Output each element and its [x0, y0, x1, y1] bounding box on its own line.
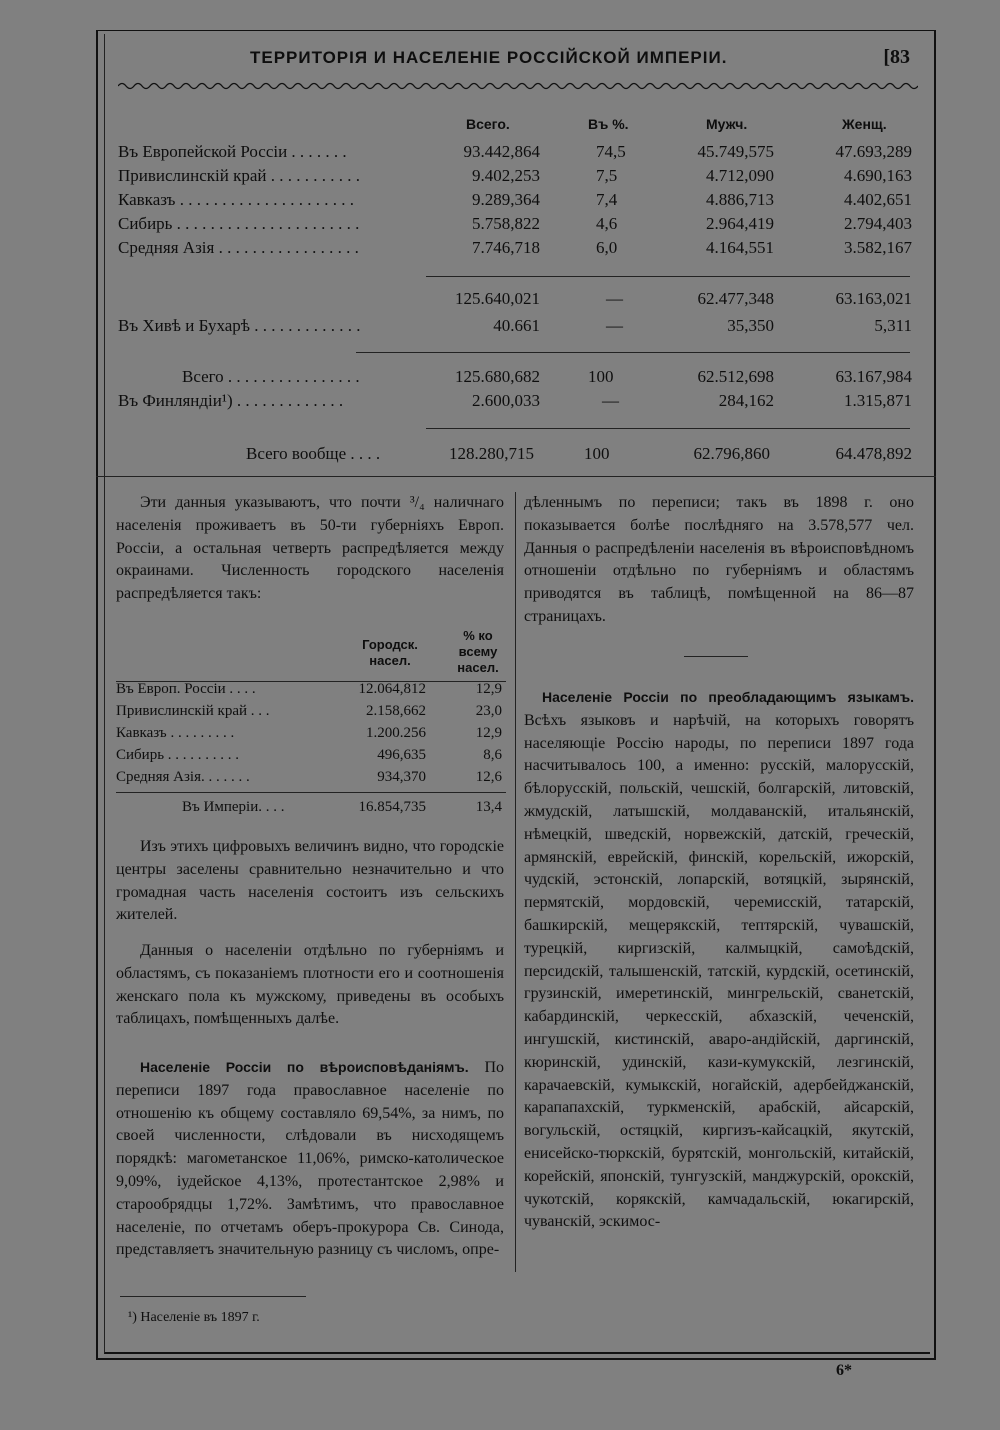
table-bottom-rule — [96, 476, 936, 477]
urban-row-num: 496,635 — [377, 747, 426, 763]
row-male: 4.164,551 — [706, 238, 774, 257]
grand-pct: 100 — [584, 444, 610, 463]
religion-heading: Населеніе Россіи по вѣроисповѣданіямъ. — [140, 1059, 469, 1075]
row-male: 45.749,575 — [697, 142, 774, 161]
urban-row-num: 934,370 — [377, 769, 426, 785]
finland-male: 284,162 — [718, 391, 774, 410]
row-pct: 4,6 — [596, 214, 618, 233]
left-paragraph-3: Данныя о населеніи отдѣльно по губерніямъ и областямъ, съ показаніемъ плотности его и соотношенія женскаго пола къ мужскому, приведены въ особыхъ таблицахъ, помѣщенныхъ далѣе. — [116, 942, 504, 1028]
khiva-pct: — — [606, 316, 623, 335]
row-label: Средняя Азія . . . . . . . . . . . . . . . . . — [118, 238, 359, 257]
subtotal-rule — [426, 276, 910, 277]
finland-pct: — — [602, 391, 619, 410]
section-divider — [684, 656, 748, 657]
khiva-male: 35,350 — [727, 316, 774, 335]
urban-row-pct: 12,9 — [475, 725, 502, 741]
row-label: Сибирь . . . . . . . . . . . . . . . . . . . . . . — [118, 214, 360, 233]
row-pct: 7,5 — [596, 166, 618, 185]
vsego-label: Всего . . . . . . . . . . . . . . . . — [182, 367, 360, 386]
row-female: 2.794,403 — [844, 214, 912, 233]
row-pct: 74,5 — [596, 142, 626, 161]
grand-total: 128.280,715 — [449, 444, 534, 463]
signature-mark: 6* — [836, 1362, 852, 1379]
urban-row-pct: 12,6 — [475, 769, 502, 785]
urban-row-num: 12.064,812 — [358, 681, 426, 697]
left-paragraph-2: Изъ этихъ цифровыхъ величинъ видно, что городскіе центры заселены сравнительно незначительно и что громадная часть населенія состоитъ изъ сельскихъ жителей. — [116, 838, 504, 924]
languages-heading: Населеніе Россіи по преобладающимъ языкамъ. — [542, 689, 914, 705]
footnote-rule — [120, 1296, 306, 1297]
row-total: 5.758,822 — [472, 214, 540, 233]
grand-female: 64.478,892 — [835, 444, 912, 463]
religion-text: По переписи 1897 года православное населеніе по отношенію къ общему составляло 69,54%, за нимъ, по своей численности, слѣдовали въ нисходящемъ порядкѣ: магометанское 11,06%, римско-католическое 9,09%, іудейское 4,13%, протестантское 2,98% и старообрядцы 1,72%. Замѣтимъ, что православное населеніе, по отчетамъ оберъ-прокурора Св. Синода, представляетъ значительную разницу съ числомъ, опре- — [116, 1059, 505, 1259]
urban-row-pct: 23,0 — [475, 703, 502, 719]
subtotal-female: 63.163,021 — [835, 289, 912, 308]
row-female: 4.402,651 — [844, 190, 912, 209]
row-label: Кавказъ . . . . . . . . . . . . . . . . . . . . . — [118, 190, 354, 209]
right-paragraph-2 — [524, 686, 914, 1234]
urban-row-num: 2.158,662 — [366, 703, 426, 719]
left-paragraph-1: Эти данныя указываютъ, что почти ³/₄ наличнаго населенія проживаетъ въ 50-ти губерніяхъ Европ. Россіи, а остальная четверть распредѣляется между окраинами. Численность городского населенія распредѣляется такъ: — [116, 494, 504, 603]
vsego-total: 125.680,682 — [455, 367, 540, 386]
vsego-pct: 100 — [588, 367, 614, 386]
row-male: 2.964,419 — [706, 214, 774, 233]
finland-total: 2.600,033 — [472, 391, 540, 410]
grand-total-rule — [426, 428, 910, 429]
urban-row-pct: 12,9 — [475, 681, 502, 697]
urban-row-label: Въ Европ. Россіи . . . . — [116, 681, 256, 697]
header-page-number: [83 — [883, 46, 910, 68]
row-female: 4.690,163 — [844, 166, 912, 185]
khiva-female: 5,311 — [874, 316, 912, 335]
row-total: 7.746,718 — [472, 238, 540, 257]
col-head-female: Женщ. — [842, 116, 887, 132]
urban-total-pct: 13,4 — [475, 799, 502, 815]
subtotal-total: 125.640,021 — [455, 289, 540, 308]
row-pct: 6,0 — [596, 238, 618, 257]
finland-female: 1.315,871 — [844, 391, 912, 410]
urban-row-label: Привислинскій край . . . — [116, 703, 270, 719]
grand-male: 62.796,860 — [693, 444, 770, 463]
right-paragraph-1: дѣленнымъ по переписи; такъ въ 1898 г. оно показывается болѣе послѣдняго на 3.578,577 чел. Данныя о распредѣленіи населенія въ вѣроисповѣдномъ отношеніи отдѣльно по губерніямъ и областямъ приводятся въ таблицѣ, помѣщенной на 86—87 страницахъ. — [524, 494, 914, 625]
urban-row-label: Средняя Азія. . . . . . . — [116, 769, 250, 785]
urban-row-label: Кавказъ . . . . . . . . . — [116, 725, 235, 741]
row-female: 3.582,167 — [844, 238, 912, 257]
urban-total-num: 16.854,735 — [358, 799, 426, 815]
languages-text: Всѣхъ языковъ и нарѣчій, на которыхъ говорятъ населяющіе Россію народы, по переписи 1897 года насчитывалось 100, а именно: русскій, малорусскій, бѣлорусскій, польскій, чешскій, болгарскій, литовскій, жмудскій, латышскій, молдаванскій, итальянскій, нѣмецкій, шведскій, норвежскій, датскій, греческій, армянскій, еврейскій, финскій, корельскій, ижорскій, чудскій, эстонскій, лопарскій, вотяцкій, зырянскій, пермятскій, мордовскій, черемисскій, татарскій, башкирскій, мещерякскій, тептярскій, чувашскій, турецкій, киргизскій, калмыцкій, самоѣдскій, персидскій, талышенскій, татскій, курдскій, осетинскій, грузинскій, имеретинскій, мингрельскій, сванетскій, кабардинскій, черкесскій, абхазскій, чеченскій, ингушскій, кистинскій, аваро-андійскій, даргинскій, кюринскій, удинскій, кази-кумукскій, лезгинскій, карачаевскій, кумыкскій, ногайскій, адербейджанскій, карапапахскій, туркменскій, арабскій, айсарскій, вогульскій, остяцкій, киргизъ-кайсацкій, якутскій, енисейско-тюркскій, бурятскій, монгольскій, китайскій, корейскій, японскій, тунгузскій, манджурскій, орокскій, чукотскій, корякскій, камчадальскій, юкагирскій, чуванскій, эскимос- — [524, 711, 914, 1231]
header-title: ТЕРРИТОРІЯ И НАСЕЛЕНІЕ РОССІЙСКОЙ ИМПЕРІИ. — [250, 48, 728, 67]
row-total: 93.442,864 — [463, 142, 540, 161]
urban-row-pct: 8,6 — [483, 747, 502, 763]
vsego-male: 62.512,698 — [697, 367, 774, 386]
row-pct: 7,4 — [596, 190, 618, 209]
subtotal-male: 62.477,348 — [697, 289, 774, 308]
row-male: 4.886,713 — [706, 190, 774, 209]
urban-total-rule — [116, 792, 506, 793]
khiva-total: 40.661 — [493, 316, 540, 335]
left-paragraph-4 — [116, 1056, 504, 1262]
column-separator — [515, 492, 516, 1272]
vsego-female: 63.167,984 — [835, 367, 912, 386]
row-label: Привислинскій край . . . . . . . . . . . — [118, 166, 361, 185]
urban-row-label: Сибирь . . . . . . . . . . — [116, 747, 240, 763]
subtotal-pct: — — [606, 289, 623, 308]
header-wavy-rule — [118, 78, 918, 94]
col-head-total: Всего. — [466, 116, 510, 132]
row-total: 9.402,253 — [472, 166, 540, 185]
row-label: Въ Европейской Россіи . . . . . . . — [118, 142, 347, 161]
grand-label: Всего вообще . . . . — [246, 444, 381, 463]
khiva-label: Въ Хивѣ и Бухарѣ . . . . . . . . . . . . . — [118, 316, 361, 335]
footnote: ¹) Населеніе въ 1897 г. — [128, 1310, 260, 1325]
row-male: 4.712,090 — [706, 166, 774, 185]
urban-row-num: 1.200.256 — [366, 725, 426, 741]
row-female: 47.693,289 — [835, 142, 912, 161]
total-rule — [356, 352, 910, 353]
col-head-pct: Въ %. — [588, 116, 629, 132]
row-total: 9.289,364 — [472, 190, 540, 209]
running-header — [110, 48, 920, 82]
finland-label: Въ Финляндіи¹) . . . . . . . . . . . . . — [118, 391, 344, 410]
urban-col-head-2: % ко всему насел. — [457, 628, 499, 675]
col-head-male: Мужч. — [706, 116, 748, 132]
urban-col-head-1: Городск. насел. — [362, 637, 418, 668]
urban-total-label: Въ Имперіи. . . . — [182, 799, 285, 815]
